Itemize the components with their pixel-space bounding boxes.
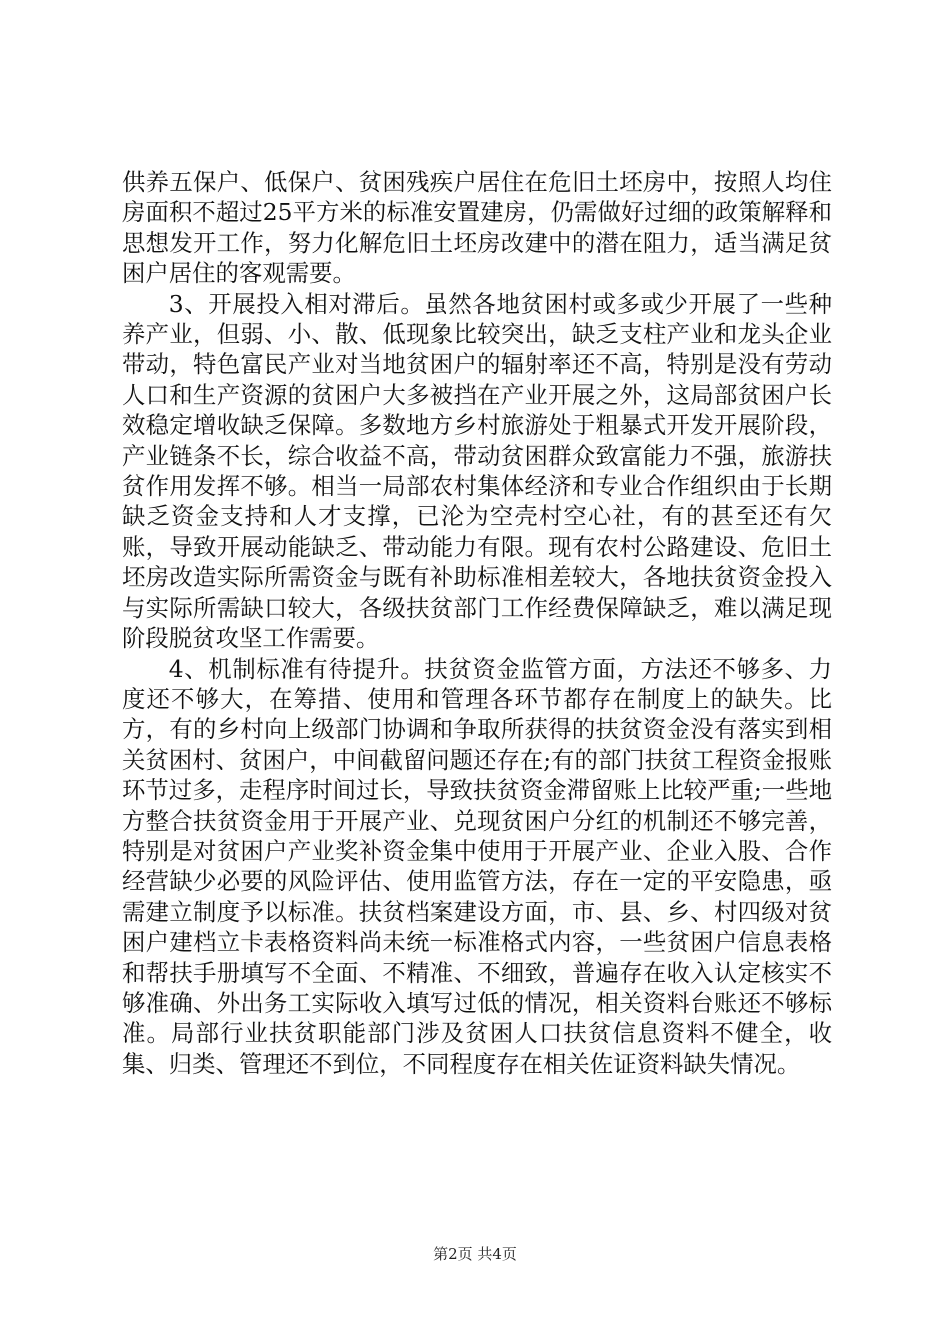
paragraph-continuation: 供养五保户、低保户、贫困残疾户居住在危旧土坯房中，按照人均住房面积不超过25平方米的标准安置建房，仍需做好过细的政策解释和思想发开工作，努力化解危旧土坯房改建中的潜在阻力，适当满足贫困户居住的客观需要。 [122,168,832,288]
paragraph-section-3: 3、开展投入相对滞后。虽然各地贫困村或多或少开展了一些种养产业，但弱、小、散、低现象比较突出，缺乏支柱产业和龙头企业带动，特色富民产业对当地贫困户的辐射率还不高，特别是没有劳动人口和生产资源的贫困户大多被挡在产业开展之外，这局部贫困户长效稳定增收缺乏保障。多数地方乡村旅游处于粗暴式开发开展阶段，产业链条不长，综合收益不高，带动贫困群众致富能力不强，旅游扶贫作用发挥不够。相当一局部农村集体经济和专业合作组织由于长期缺乏资金支持和人才支撑，已沦为空壳村空心社，有的甚至还有欠账，导致开展动能缺乏、带动能力有限。现有农村公路建设、危旧土坯房改造实际所需资金与既有补助标准相差较大，各地扶贫资金投入与实际所需缺口较大，各级扶贫部门工作经费保障缺乏，难以满足现阶段脱贫攻坚工作需要。 [122,289,832,653]
document-body [122,167,832,1079]
page-footer: 第2页 共4页 [433,1245,517,1263]
paragraph-section-4: 4、机制标准有待提升。扶贫资金监管方面，方法还不够多、力度还不够大，在筹措、使用和管理各环节都存在制度上的缺失。比方，有的乡村向上级部门协调和争取所获得的扶贫资金没有落实到相关贫困村、贫困户，中间截留问题还存在;有的部门扶贫工程资金报账环节过多，走程序时间过长，导致扶贫资金滞留账上比较严重;一些地方整合扶贫资金用于开展产业、兑现贫困户分红的机制还不够完善，特别是对贫困户产业奖补资金集中使用于开展产业、企业入股、合作经营缺少必要的风险评估、使用监管方法，存在一定的平安隐患，亟需建立制度予以标准。扶贫档案建设方面，市、县、乡、村四级对贫困户建档立卡表格资料尚未统一标准格式内容，一些贫困户信息表格和帮扶手册填写不全面、不精准、不细致，普遍存在收入认定核实不够准确、外出务工实际收入填写过低的情况，相关资料台账还不够标准。局部行业扶贫职能部门涉及贫困人口扶贫信息资料不健全，收集、归类、管理还不到位，不同程度存在相关佐证资料缺失情况。 [122,654,832,1078]
